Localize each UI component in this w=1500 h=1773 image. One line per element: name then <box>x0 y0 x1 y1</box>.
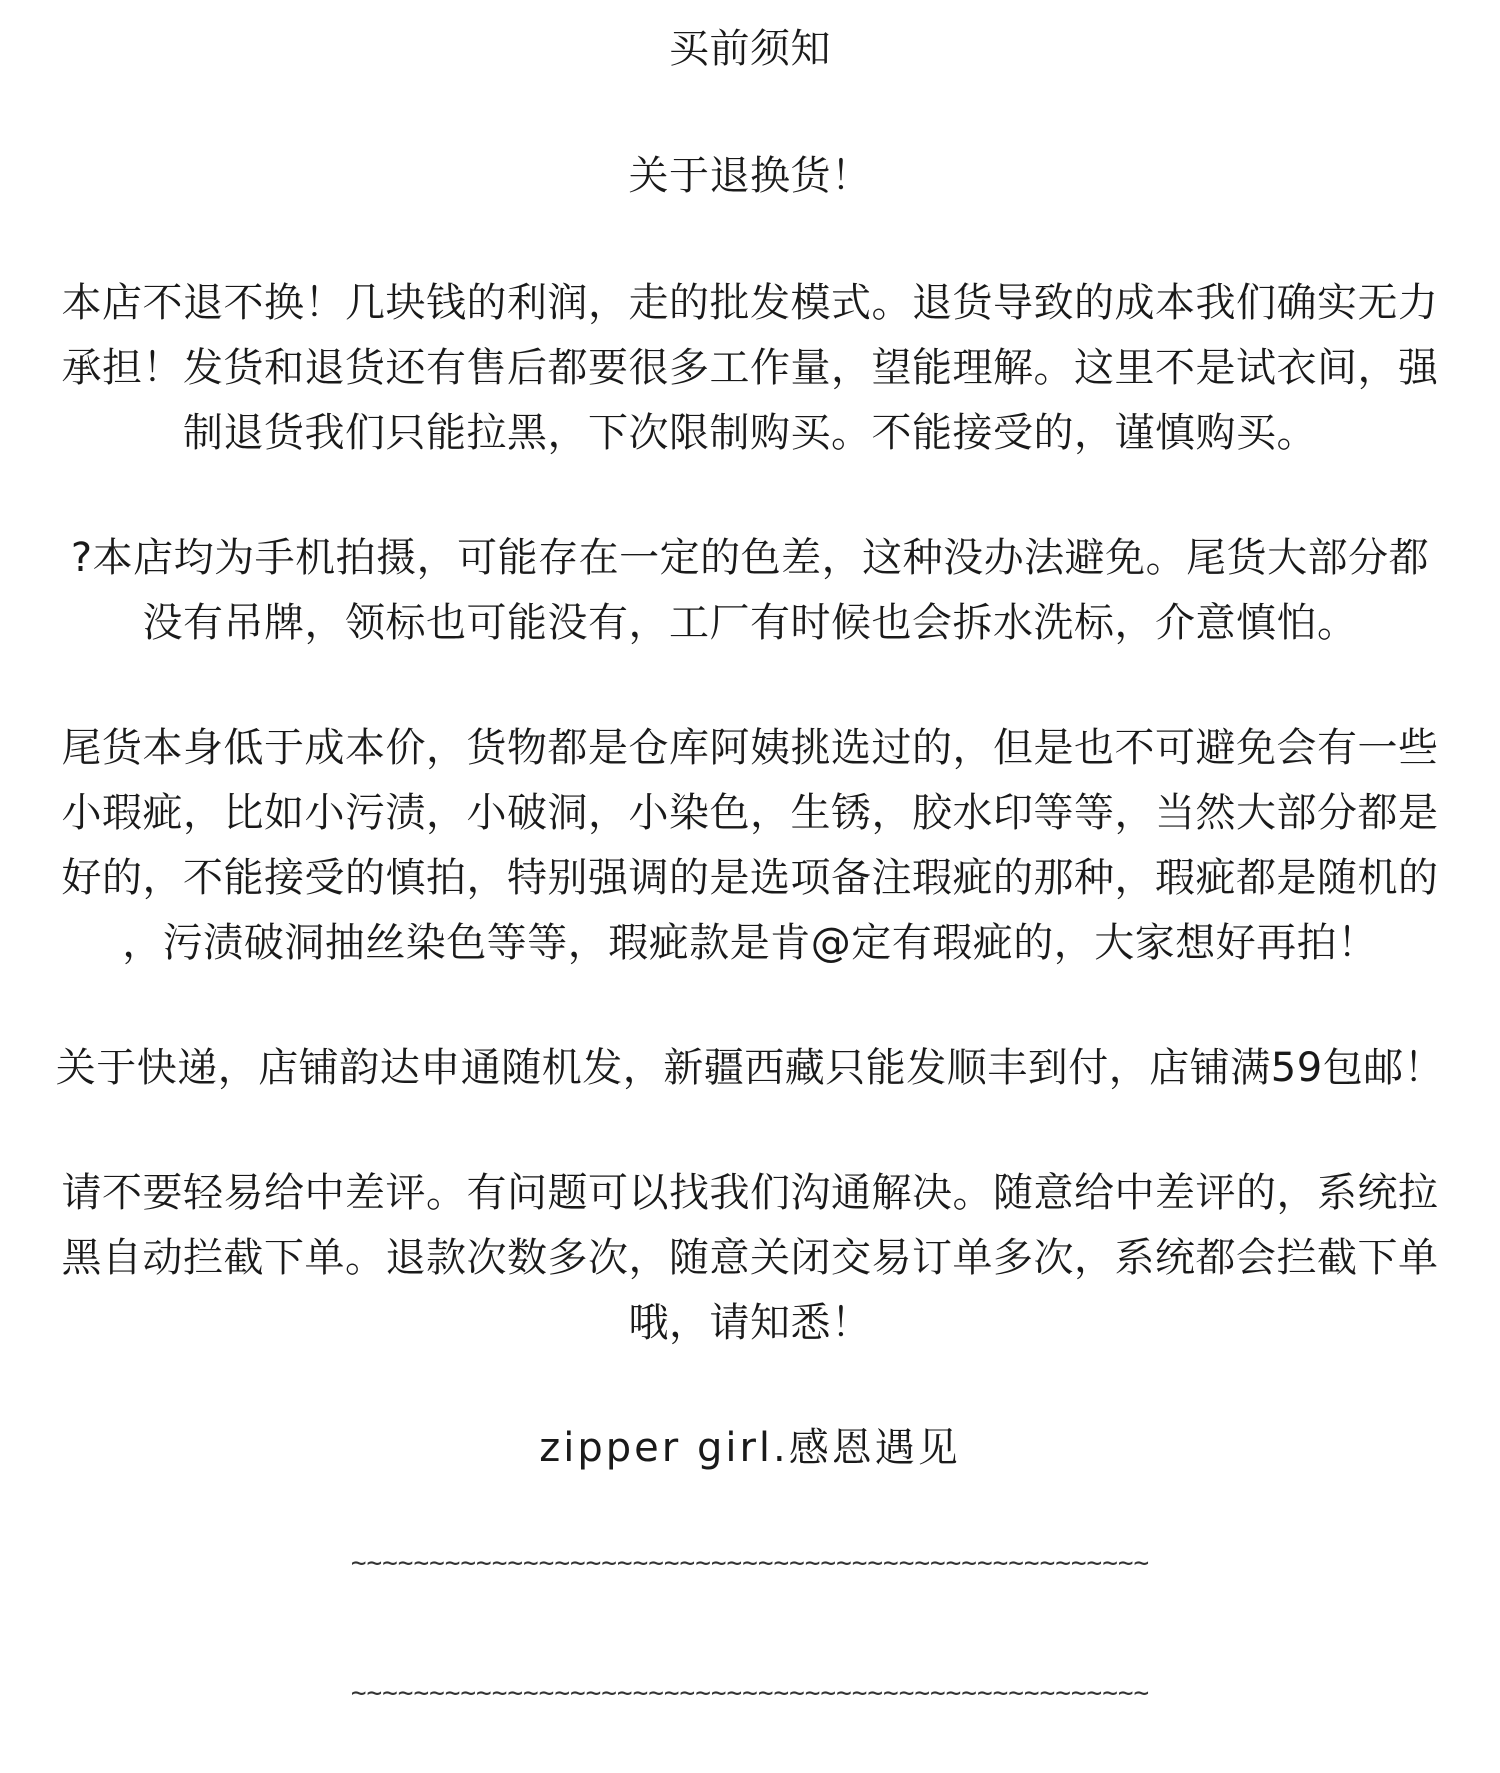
paragraph-line: ?本店均为手机拍摄，可能存在一定的色差，这种没办法避免。尾货大部分都 <box>70 535 1430 581</box>
paragraph-line: ，污渍破洞抽丝染色等等，瑕疵款是肯@定有瑕疵的，大家想好再拍！ <box>122 920 1378 966</box>
paragraph-line: 关于快递，店铺韵达申通随机发，新疆西藏只能发顺丰到付，店铺满59包邮！ <box>55 1045 1445 1091</box>
returns-heading: 关于退换货！ <box>628 153 872 199</box>
paragraph-line: 请不要轻易给中差评。有问题可以找我们沟通解决。随意给中差评的，系统拉 <box>61 1170 1439 1216</box>
paragraph-line: 本店不退不换！几块钱的利润，走的批发模式。退货导致的成本我们确实无力 <box>61 280 1439 326</box>
paragraph-returns-policy <box>6 271 1494 466</box>
paragraph-line: 承担！发货和退货还有售后都要很多工作量，望能理解。这里不是试衣间，强 <box>61 345 1439 391</box>
notice-title: 买前须知 <box>669 26 831 72</box>
paragraph-line: 黑自动拦截下单。退款次数多次，随意关闭交易订单多次，系统都会拦截下单 <box>61 1235 1439 1281</box>
paragraph-line: 哦，请知悉！ <box>628 1300 872 1346</box>
paragraph-line: 尾货本身低于成本价，货物都是仓库阿姨挑选过的，但是也不可避免会有一些 <box>61 725 1439 771</box>
tilde-divider: ~~~~~~~~~~~~~~~~~~~~~~~~~~~~~~~~~~~~~~~~~~~~~~~~~~~ <box>350 1678 1150 1708</box>
paragraph-shipping-notice <box>6 1036 1494 1101</box>
paragraph-line: 小瑕疵，比如小污渍，小破洞，小染色，生锈，胶水印等等，当然大部分都是 <box>61 790 1439 836</box>
paragraph-review-notice <box>6 1161 1494 1356</box>
paragraph-defect-notice <box>6 716 1494 976</box>
paragraph-line: 没有吊牌，领标也可能没有，工厂有时候也会拆水洗标，介意慎怕。 <box>142 600 1358 646</box>
signature: zipper girl.感恩遇见 <box>539 1425 961 1471</box>
paragraph-photo-notice <box>6 526 1494 656</box>
paragraph-line: 制退货我们只能拉黑，下次限制购买。不能接受的，谨慎购买。 <box>183 410 1317 456</box>
tilde-divider: ~~~~~~~~~~~~~~~~~~~~~~~~~~~~~~~~~~~~~~~~~~~~~~~~~~~ <box>350 1548 1150 1578</box>
paragraph-line: 好的，不能接受的慎拍，特别强调的是选项备注瑕疵的那种，瑕疵都是随机的 <box>61 855 1439 901</box>
